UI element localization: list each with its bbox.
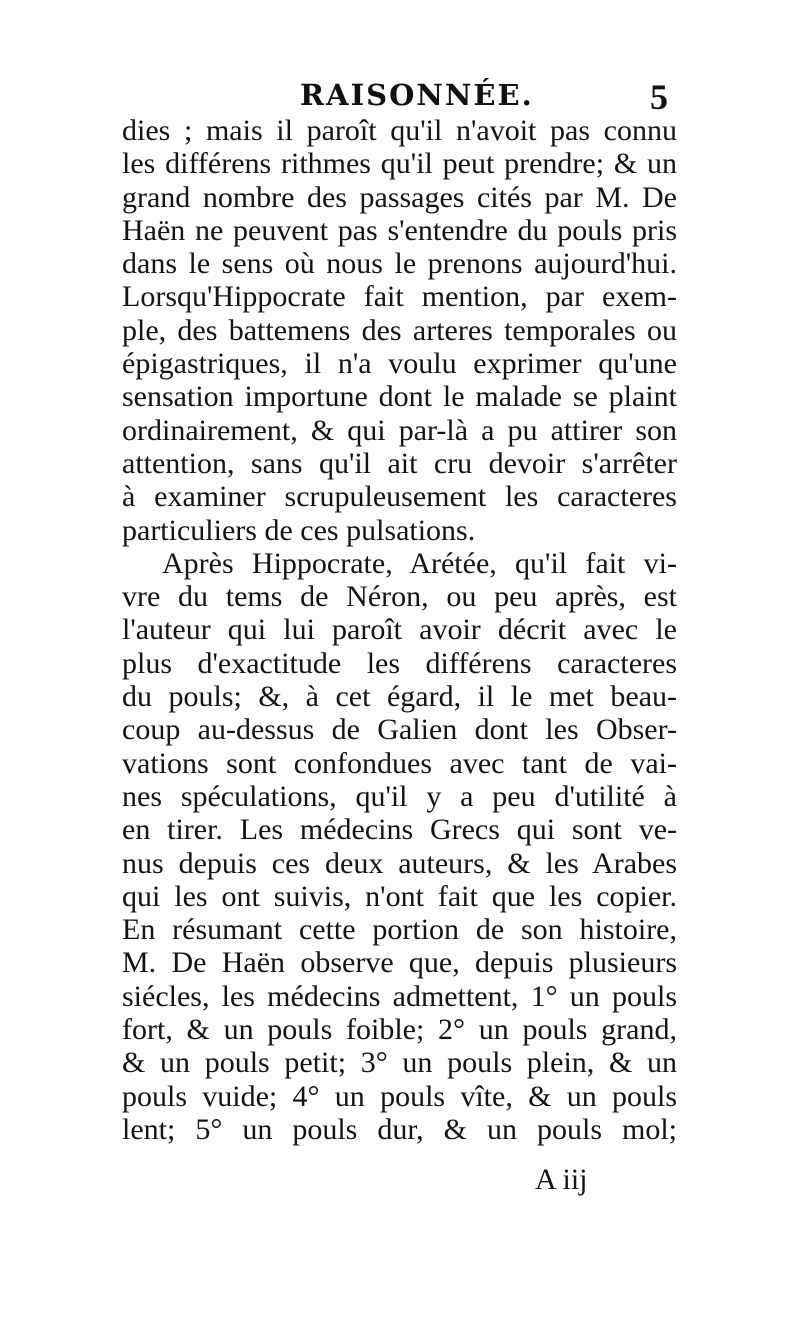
text-line: attention, sans qu'il ait cru devoir s'arrêter xyxy=(122,446,677,480)
text-line: & un pouls petit; 3° un pouls plein, & un xyxy=(122,1046,677,1080)
text-line: pouls vuide; 4° un pouls vîte, & un pouls xyxy=(122,1079,677,1113)
text-line: M. De Haën observe que, depuis plusieurs xyxy=(122,946,677,980)
text-line: épigastriques, il n'a voulu exprimer qu'une xyxy=(122,347,677,381)
text-line: sensation importune dont le malade se plaint xyxy=(122,380,677,414)
page-number: 5 xyxy=(650,77,668,117)
signature-mark: A iij xyxy=(535,1163,588,1196)
text-line: nes spéculations, qu'il y a peu d'utilité à xyxy=(122,779,677,813)
text-line: lent; 5° un pouls dur, & un pouls mol; xyxy=(122,1112,677,1146)
text-line: nus depuis ces deux auteurs, & les Arabes xyxy=(122,846,677,880)
text-line: plus d'exactitude les différens caracteres xyxy=(122,646,677,680)
text-line: vre du tems de Néron, ou peu après, est xyxy=(122,580,677,614)
running-title: RAISONNÉE. xyxy=(300,78,534,112)
text-line: ordinairement, & qui par-là a pu attirer son xyxy=(122,413,677,447)
text-line: En résumant cette portion de son histoire, xyxy=(122,913,677,947)
text-line: les différens rithmes qu'il peut prendre; & un xyxy=(122,147,677,181)
text-line: grand nombre des passages cités par M. De xyxy=(122,180,677,214)
text-line: en tirer. Les médecins Grecs qui sont ve- xyxy=(122,813,677,847)
text-line: coup au-dessus de Galien dont les Obser- xyxy=(122,713,677,747)
text-line: dies ; mais il paroît qu'il n'avoit pas connu xyxy=(122,114,677,147)
text-line: du pouls; &, à cet égard, il le met beau- xyxy=(122,680,677,714)
text-line: fort, & un pouls foible; 2° un pouls grand, xyxy=(122,1013,677,1047)
body-text xyxy=(122,114,677,1146)
text-line: particuliers de ces pulsations. xyxy=(122,513,476,547)
text-line: Après Hippocrate, Arétée, qu'il fait vi- xyxy=(162,546,677,580)
text-line: à examiner scrupuleusement les caracteres xyxy=(122,480,677,514)
text-line: Haën ne peuvent pas s'entendre du pouls pris xyxy=(122,213,677,247)
text-line: vations sont confondues avec tant de vai- xyxy=(122,746,677,780)
text-line: ple, des battemens des arteres temporales ou xyxy=(122,313,677,347)
text-line: siécles, les médecins admettent, 1° un pouls xyxy=(122,979,677,1013)
text-line: l'auteur qui lui paroît avoir décrit avec le xyxy=(122,613,677,647)
text-line: Lorsqu'Hippocrate fait mention, par exem- xyxy=(122,280,677,314)
text-line: dans le sens où nous le prenons aujourd'hui. xyxy=(122,247,677,281)
text-line: qui les ont suivis, n'ont fait que les copier. xyxy=(122,879,677,913)
